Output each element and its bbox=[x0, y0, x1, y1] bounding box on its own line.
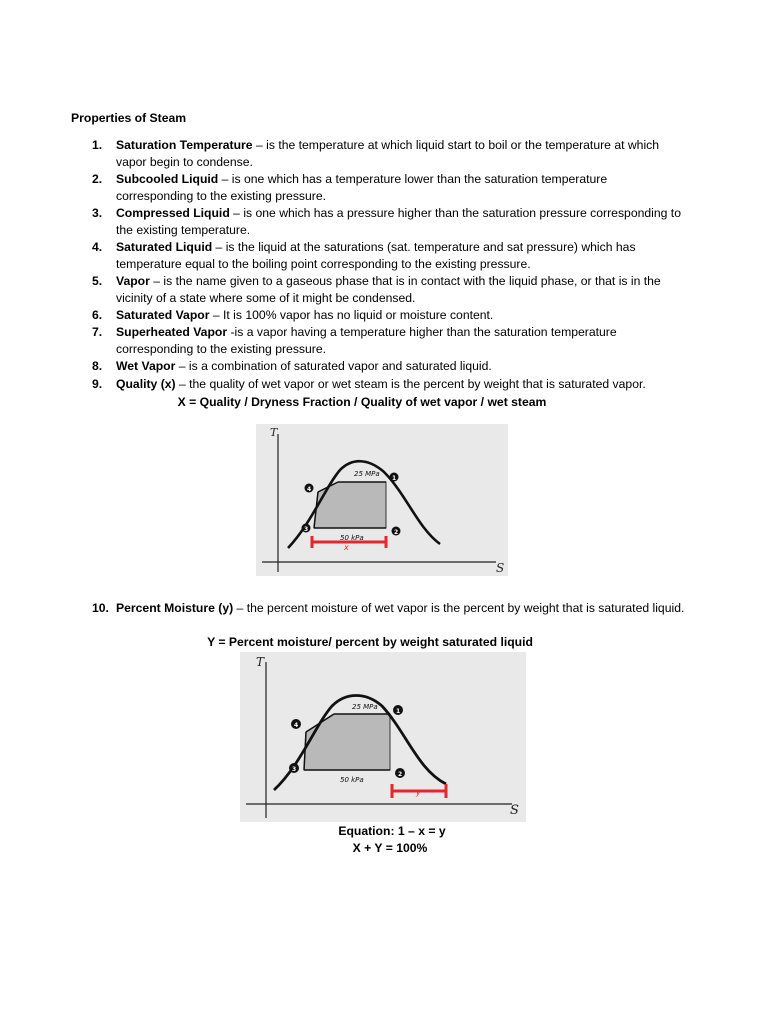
item-term: Wet Vapor bbox=[116, 359, 176, 373]
item-description: – It is 100% vapor has no liquid or moisture content. bbox=[209, 308, 494, 322]
point-4-label: 4 bbox=[307, 486, 312, 493]
item-description: – the percent moisture of wet vapor is the percent by weight that is saturated liquid. bbox=[233, 601, 685, 615]
item-number: 10. bbox=[92, 601, 109, 615]
page-title: Properties of Steam bbox=[71, 111, 187, 125]
item-term: Vapor bbox=[116, 274, 150, 288]
item-description: – is the liquid at the saturations (sat. temperature and sat pressure) which has temperature equal to the boiling point corresponding to the existing pressure. bbox=[116, 240, 636, 271]
t-axis-label: T bbox=[270, 426, 278, 439]
item-number: 5. bbox=[92, 274, 103, 288]
item-number: 8. bbox=[92, 359, 103, 373]
item-number: 2. bbox=[92, 172, 103, 186]
item-term: Compressed Liquid bbox=[116, 206, 230, 220]
item-description: – is a combination of saturated vapor and saturated liquid. bbox=[175, 359, 492, 373]
item-term: Saturated Liquid bbox=[116, 240, 213, 254]
high-pressure-label: 25 MPa bbox=[354, 470, 380, 478]
item-term: Saturated Vapor bbox=[116, 308, 210, 322]
low-pressure-label: 50 kPa bbox=[340, 534, 364, 542]
point-1-label: 1 bbox=[392, 475, 397, 482]
item-description: – is the temperature at which liquid start to boil or the temperature at which vapor begin to condense. bbox=[116, 138, 660, 169]
point-2-label: 2 bbox=[398, 771, 403, 778]
cycle-area bbox=[304, 714, 390, 770]
item-number: 9. bbox=[92, 377, 103, 391]
item-term: Superheated Vapor bbox=[116, 325, 228, 339]
item-description: – is one which has a pressure higher than the saturation pressure corresponding to the existing temperature. bbox=[116, 206, 681, 237]
s-axis-label: S bbox=[496, 561, 505, 575]
item-term: Saturation Temperature bbox=[116, 138, 253, 152]
point-3-label: 3 bbox=[292, 766, 297, 773]
item-description: -is a vapor having a temperature higher than the saturation temperature corresponding to the existing pressure. bbox=[116, 325, 617, 356]
low-pressure-label: 50 kPa bbox=[340, 776, 364, 784]
equation-line-2: X + Y = 100% bbox=[352, 841, 428, 855]
item-description: – the quality of wet vapor or wet steam is the percent by weight that is saturated vapor. bbox=[175, 377, 646, 391]
quality-marker-label: x bbox=[344, 543, 349, 552]
equation-line-1: Equation: 1 – x = y bbox=[338, 824, 446, 838]
item-description: – is one which has a temperature lower than the saturation temperature corresponding to the existing pressure. bbox=[116, 172, 608, 203]
item-number: 1. bbox=[92, 138, 103, 152]
item-term: Subcooled Liquid bbox=[116, 172, 219, 186]
s-axis-label: S bbox=[510, 803, 519, 818]
moisture-marker-label: y bbox=[416, 788, 421, 797]
quality-definition: X = Quality / Dryness Fraction / Quality of wet vapor / wet steam bbox=[177, 395, 547, 409]
item-number: 7. bbox=[92, 325, 103, 339]
point-4-label: 4 bbox=[294, 722, 299, 729]
item-description: – is the name given to a gaseous phase that is in contact with the liquid phase, or that is in the vicinity of a state where some of it might be condensed. bbox=[116, 274, 661, 305]
ts-diagram-moisture bbox=[240, 652, 526, 822]
moisture-definition: Y = Percent moisture/ percent by weight saturated liquid bbox=[207, 635, 533, 649]
point-2-label: 2 bbox=[394, 529, 399, 536]
point-1-label: 1 bbox=[396, 708, 401, 715]
item-term: Percent Moisture (y) bbox=[116, 601, 234, 615]
item-number: 4. bbox=[92, 240, 103, 254]
high-pressure-label: 25 MPa bbox=[352, 703, 378, 711]
item-term: Quality (x) bbox=[116, 377, 176, 391]
ts-diagram-quality bbox=[256, 424, 508, 576]
point-3-label: 3 bbox=[304, 526, 309, 533]
item-number: 6. bbox=[92, 308, 103, 322]
item-number: 3. bbox=[92, 206, 103, 220]
t-axis-label: T bbox=[256, 655, 265, 669]
